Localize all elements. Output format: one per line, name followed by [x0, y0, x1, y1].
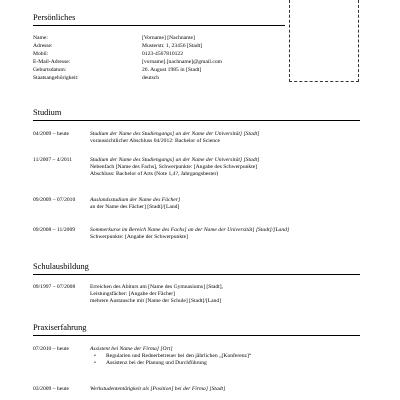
entry-body [90, 131, 360, 145]
info-label: Mobil: [33, 51, 49, 57]
info-value: Musterstr. 1, 23456 [Stadt] [142, 43, 203, 49]
entry-detail: mehrere Austausche mit [Name der Schule] [Stadt]/[Land] [90, 298, 222, 305]
bullet-icon: • [94, 360, 96, 367]
bullet-item [90, 360, 360, 367]
entry-heading: Assistent bei Name der Firma] [Ort] [90, 346, 173, 352]
entry-heading: Werkstudententätigkeit als [Position] bei der Firma] [Stadt] [90, 386, 226, 392]
section-rule-studium [33, 120, 360, 121]
entry-body [90, 386, 360, 393]
section-studium [33, 108, 360, 118]
entry-detail: an der Name des Fächer] [Stadt]/[Land] [90, 204, 180, 211]
bullet-text: Assistenz bei der Planung und Durchführung [106, 360, 207, 367]
info-label: Staatsangehörigkeit: [33, 75, 79, 81]
section-rule-personal [33, 25, 285, 26]
entry-heading: Studium der Name des Studiengangs] an der Name der Universität] [Stadt] [90, 157, 260, 163]
entry-body [90, 346, 360, 368]
entry-detail: Leistungsfächer: [Angabe der Fächer] [90, 291, 175, 298]
entry-heading: Auslandsstudium der Name des Fächer] [90, 197, 181, 203]
info-label: Adresse: [33, 43, 53, 49]
section-praxis [33, 323, 360, 333]
entry-date: 09/2009 – 07/2010 [33, 197, 76, 203]
section-title-praxis: Praxiserfahrung [33, 323, 87, 332]
section-schule [33, 262, 360, 272]
section-title-schule: Schulausbildung [33, 262, 89, 271]
section-rule-schule [33, 274, 360, 275]
entry-detail: Erreichen des Abiturs am [Name des Gymnasiums] [Stadt], [90, 284, 223, 290]
entry-heading: Studium der Name des Studiengangs] an der Name der Universität] [Stadt] [90, 131, 260, 137]
section-rule-praxis [33, 335, 360, 336]
entry-date: 09/1997 – 07/2008 [33, 284, 76, 290]
entry-body [90, 157, 360, 179]
entry-date: 04/2009 – heute [33, 131, 70, 137]
section-title-studium: Studium [33, 108, 62, 117]
info-value: 26. August 1985 in [Stadt] [142, 67, 202, 73]
entry-date: 07/2010 – heute [33, 346, 70, 352]
info-value: [Vorname] [Nachname] [142, 35, 195, 41]
section-title-personal: Persönliches [33, 13, 76, 22]
info-label: E-Mail-Adresse: [33, 59, 71, 65]
info-label: Geburtsdatum: [33, 67, 67, 73]
bullet-text: Regularien und Rednerbetreuer bei den jährlichen „[Konferenz]“ [106, 353, 252, 360]
entry-detail: Nebenfach [Name des Fachs], Schwerpunkte: [Angabe des Schwerpunkte] [90, 164, 258, 171]
entry-detail: Schwerpunkte: [Angabe der Schwerpunkte] [90, 234, 189, 241]
entry-body [90, 197, 360, 211]
entry-detail: Abschluss: Bachelor of Arts (Note 1,4?, Jahrgangsbester) [90, 171, 219, 178]
entry-date: 03/2009 – heute [33, 386, 70, 392]
bullet-icon: • [94, 353, 96, 360]
info-value: deutsch [142, 75, 160, 81]
info-label: Name: [33, 35, 48, 41]
entry-body [90, 227, 360, 241]
entry-body [90, 284, 360, 306]
info-value: [vorname].[nachname]@gmail.com [142, 59, 223, 65]
entry-date: 09/2008 – 11/2009 [33, 227, 76, 233]
info-value: 0123-4567810122 [142, 51, 184, 57]
section-personal [33, 13, 360, 23]
entry-heading: Sommerkurse im Bereich Name des Fachs] an der Name der Universität] [Stadt]/[Land] [90, 227, 290, 233]
entry-date: 11/2007 – 4/2011 [33, 157, 73, 163]
entry-detail: voraussichtlicher Abschluss 04/2012: Bachelor of Science [90, 138, 221, 145]
